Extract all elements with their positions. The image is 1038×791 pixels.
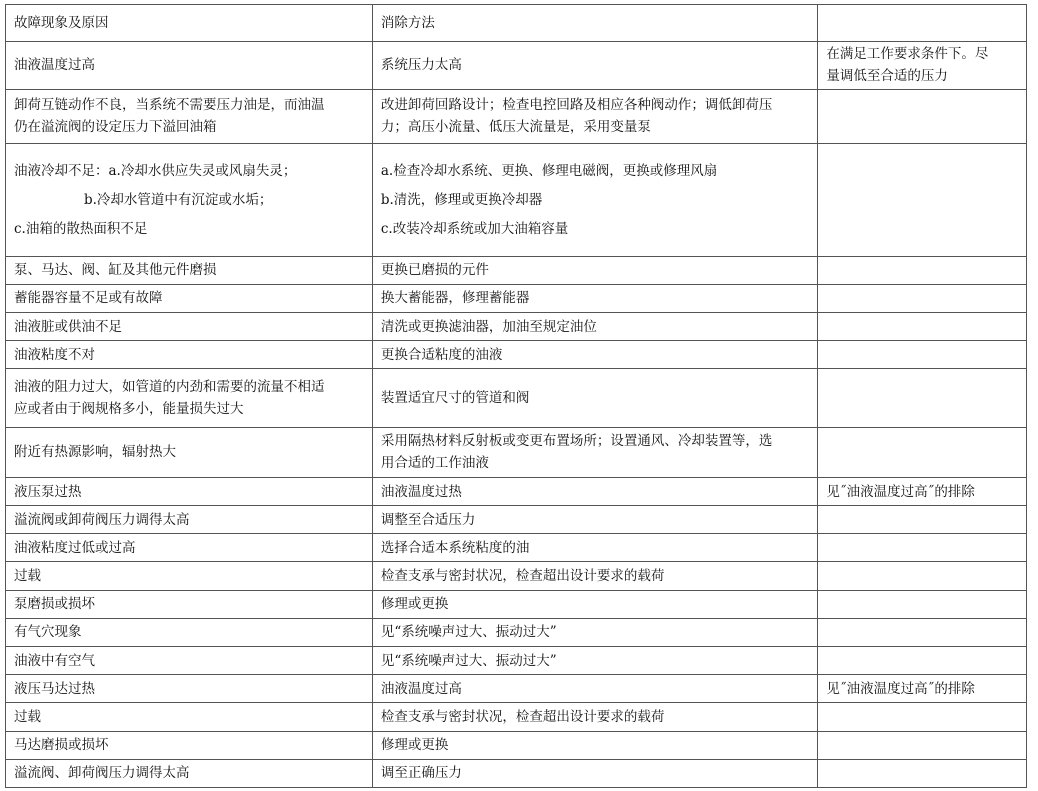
remedy-cell [372, 646, 817, 674]
note-text: 见˝油液温度过高˝的排除 [826, 483, 975, 500]
header-cause: 故障现象及原因 [6, 5, 373, 42]
header-remedy: 消除方法 [372, 5, 817, 42]
remedy-cell [372, 42, 817, 89]
cause-cell [6, 590, 373, 618]
table-row [6, 646, 1027, 674]
remedy-text: b.清洗，修理或更换冷却器 [380, 191, 543, 208]
table-row [6, 534, 1027, 562]
remedy-text: 见“系统噪声过大、振动过大” [380, 624, 557, 641]
cause-cell [6, 42, 373, 89]
remedy-cell [372, 618, 817, 646]
remedy-text: 力；高压小流量、低压大流量是，采用变量泵 [380, 119, 651, 136]
cause-text: 仍在溢流阀的设定压力下溢回油箱 [14, 119, 217, 136]
remedy-cell [372, 675, 817, 703]
remedy-cell [372, 506, 817, 534]
cause-cell [6, 506, 373, 534]
remedy-cell [372, 312, 817, 340]
remedy-text: 修理或更换 [380, 737, 449, 754]
cause-text: 液压泵过热 [14, 483, 82, 500]
cause-text: 过载 [14, 708, 41, 725]
cause-text: 液压马达过热 [14, 680, 95, 697]
remedy-cell [372, 534, 817, 562]
cause-cell [6, 646, 373, 674]
cause-cell [6, 618, 373, 646]
table-row [6, 703, 1027, 731]
note-cell [818, 534, 1027, 562]
remedy-cell [372, 89, 817, 143]
cause-cell [6, 703, 373, 731]
note-cell [818, 590, 1027, 618]
table-row [6, 341, 1027, 369]
remedy-text: 更换已磨损的元件 [380, 262, 489, 279]
remedy-cell [372, 256, 817, 284]
remedy-cell [372, 427, 817, 477]
cause-text: 过载 [14, 568, 41, 585]
table-row [6, 143, 1027, 256]
note-cell [818, 506, 1027, 534]
table-row [6, 506, 1027, 534]
remedy-text: 检查支承与密封状况，检查超出设计要求的载荷 [380, 708, 665, 725]
remedy-text: 调至正确压力 [380, 765, 462, 782]
cause-text: 附近有热源影响，辐射热大 [14, 444, 176, 461]
table-row [6, 256, 1027, 284]
note-cell [818, 477, 1027, 505]
table-row [6, 562, 1027, 590]
cause-text: 应或者由于阀规格多小，能量损失过大 [14, 400, 244, 417]
table-row [6, 731, 1027, 759]
cause-cell [6, 312, 373, 340]
note-cell [818, 89, 1027, 143]
note-cell [818, 703, 1027, 731]
table-row [6, 590, 1027, 618]
cause-text: b.冷却水管道中有沉淀或水垢； [84, 191, 273, 208]
table-body [6, 5, 1027, 788]
remedy-cell [372, 703, 817, 731]
cause-cell [6, 534, 373, 562]
remedy-text: 选择合适本系统粘度的油 [380, 539, 530, 556]
note-cell [818, 562, 1027, 590]
cause-text: c.油箱的散热面积不足 [14, 220, 148, 237]
note-cell [818, 341, 1027, 369]
note-cell [818, 369, 1027, 427]
cause-text: 油液粘度过低或过高 [14, 539, 136, 556]
remedy-cell [372, 759, 817, 787]
note-cell [818, 42, 1027, 89]
remedy-text: c.改装冷却系统或加大油箱容量 [380, 220, 569, 237]
cause-cell [6, 284, 373, 312]
cause-cell [6, 675, 373, 703]
note-cell [818, 284, 1027, 312]
cause-cell [6, 731, 373, 759]
cause-cell [6, 427, 373, 477]
remedy-text: 清洗或更换滤油器，加油至规定油位 [380, 318, 597, 335]
table-row [6, 675, 1027, 703]
remedy-text: 油液温度过热 [380, 483, 462, 500]
remedy-cell [372, 341, 817, 369]
table-row [6, 369, 1027, 427]
table-row [6, 312, 1027, 340]
note-cell [818, 427, 1027, 477]
cause-cell [6, 143, 373, 256]
remedy-text: 检查支承与密封状况，检查超出设计要求的载荷 [380, 568, 665, 585]
note-text: 在满足工作要求条件下。尽 [826, 46, 989, 63]
cause-cell [6, 256, 373, 284]
note-cell [818, 646, 1027, 674]
cause-text: 油液温度过高 [14, 57, 95, 74]
cause-text: 有气穴现象 [14, 624, 82, 641]
cause-text: 泵磨损或损坏 [14, 596, 95, 613]
header-row [6, 5, 1027, 42]
cause-text: 泵、马达、阀、缸及其他元件磨损 [14, 262, 217, 279]
cause-cell [6, 759, 373, 787]
remedy-text: 修理或更换 [380, 596, 449, 613]
cause-cell [6, 341, 373, 369]
remedy-text: 系统压力太高 [380, 57, 462, 74]
cause-text: 油液粘度不对 [14, 346, 95, 363]
remedy-text: 采用隔热材料反射板或变更布置场所；设置通风、冷却装置等，选 [380, 433, 773, 450]
remedy-text: 见“系统噪声过大、振动过大” [380, 652, 557, 669]
note-cell [818, 759, 1027, 787]
remedy-cell [372, 562, 817, 590]
note-cell [818, 143, 1027, 256]
table-row [6, 89, 1027, 143]
cause-cell [6, 477, 373, 505]
remedy-text: 调整至合适压力 [380, 511, 476, 528]
cause-text: 油液脏或供油不足 [14, 318, 122, 335]
cause-text: 油液的阻力过大，如管道的内劲和需要的流量不相适 [14, 378, 325, 395]
table-row [6, 42, 1027, 89]
note-cell [818, 675, 1027, 703]
remedy-text: a.检查冷却水系统、更换、修理电磁阀，更换或修理风扇 [380, 162, 718, 179]
cause-text: 马达磨损或损坏 [14, 737, 109, 754]
remedy-cell [372, 590, 817, 618]
remedy-cell [372, 369, 817, 427]
cause-cell [6, 562, 373, 590]
note-cell [818, 618, 1027, 646]
table-row [6, 284, 1027, 312]
cause-cell [6, 89, 373, 143]
table-row [6, 618, 1027, 646]
cause-text: 油液冷却不足：a.冷却水供应失灵或风扇失灵； [14, 162, 297, 179]
note-text: 见˝油液温度过高˝的排除 [826, 680, 975, 697]
remedy-cell [372, 731, 817, 759]
note-cell [818, 256, 1027, 284]
remedy-text: 用合适的工作油液 [380, 455, 489, 472]
table-row [6, 477, 1027, 505]
remedy-cell [372, 477, 817, 505]
remedy-text: 更换合适粘度的油液 [380, 346, 503, 363]
remedy-cell [372, 143, 817, 256]
cause-text: 溢流阀或卸荷阀压力调得太高 [14, 511, 190, 528]
note-cell [818, 312, 1027, 340]
cause-text: 溢流阀、卸荷阀压力调得太高 [14, 765, 190, 782]
remedy-text: 换大蓄能器，修理蓄能器 [380, 290, 530, 307]
cause-text: 卸荷互链动作不良，当系统不需要压力油是，而油温 [14, 97, 325, 114]
table-row [6, 427, 1027, 477]
remedy-text: 装置适宜尺寸的管道和阀 [380, 389, 530, 406]
header-note [818, 5, 1027, 42]
cause-text: 蓄能器容量不足或有故障 [14, 290, 163, 307]
cause-text: 油液中有空气 [14, 652, 95, 669]
remedy-cell [372, 284, 817, 312]
note-text: 量调低至合适的压力 [826, 68, 948, 85]
table-row [6, 759, 1027, 787]
remedy-text: 改进卸荷回路设计；检查电控回路及相应各种阀动作；调低卸荷压 [380, 97, 773, 114]
note-cell [818, 731, 1027, 759]
cause-cell [6, 369, 373, 427]
remedy-text: 油液温度过高 [380, 680, 462, 697]
fault-table [5, 4, 1027, 788]
